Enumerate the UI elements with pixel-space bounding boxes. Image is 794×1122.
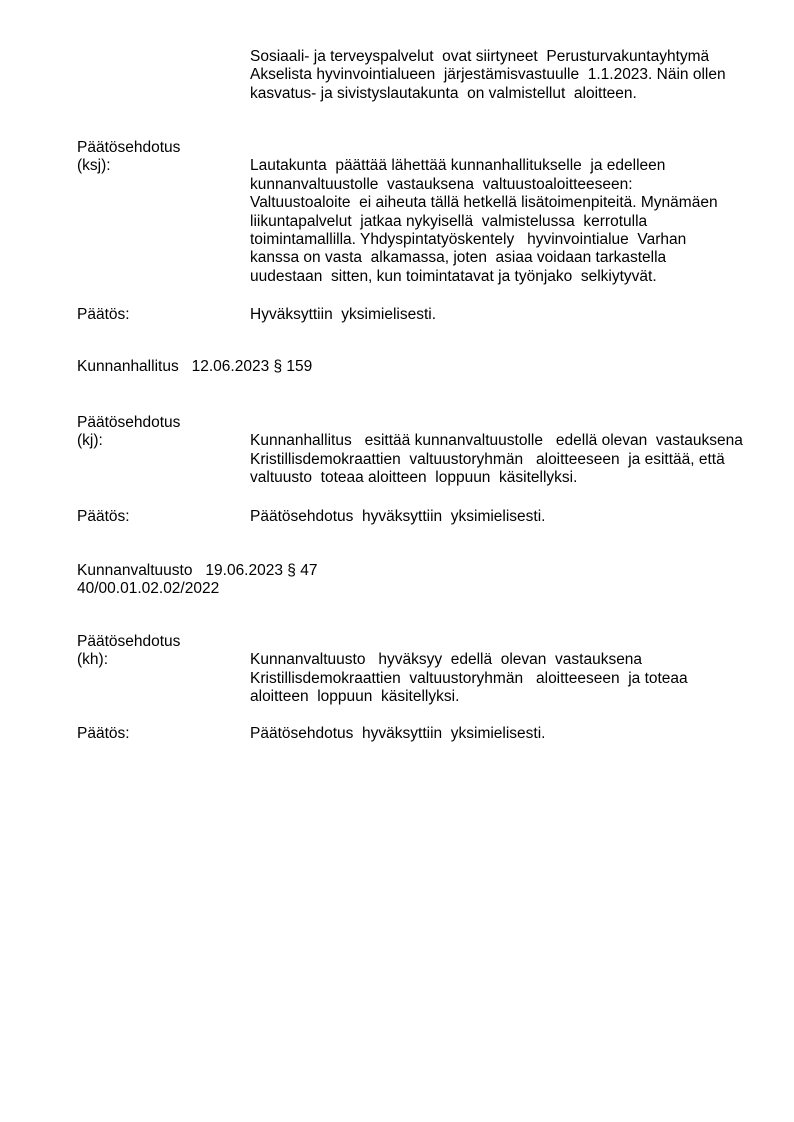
text-line: toimintamallilla. Yhdyspintatyöskentely hyvinvointialue Varhan	[250, 231, 687, 249]
decision-label-text: Päätös:	[77, 306, 130, 323]
proposal-label-kj	[77, 414, 242, 451]
proposal-label-title: Päätösehdotus	[77, 633, 181, 650]
proposal-label-title: Päätösehdotus	[77, 139, 181, 156]
decision-text	[250, 306, 760, 324]
proposal-label-kh	[77, 633, 242, 670]
text-line: kanssa on vasta alkamassa, joten asiaa voidaan tarkastella	[250, 249, 667, 267]
proposal-content-ksj	[250, 157, 760, 286]
text-line: liikuntapalvelut jatkaa nykyisellä valmistelussa kerrotulla	[250, 212, 648, 230]
decision-label	[77, 725, 242, 743]
text-line: Päätösehdotus hyväksyttiin yksimielisesti.	[250, 508, 546, 525]
proposal-label-initials: (ksj):	[77, 157, 111, 175]
text-line: Kunnanhallitus 12.06.2023 § 159	[77, 358, 313, 375]
decision-text	[250, 508, 760, 526]
decision-label	[77, 508, 242, 526]
text-line: Kunnanvaltuusto hyväksyy edellä olevan vastauksena	[250, 651, 643, 669]
text-line: Kristillisdemokraattien valtuustoryhmän aloitteeseen ja esittää, että	[250, 450, 725, 468]
text-line: valtuusto toteaa aloitteen loppuun käsitellyksi.	[250, 469, 578, 487]
proposal-label-title: Päätösehdotus	[77, 414, 181, 431]
proposal-label-ksj	[77, 139, 242, 176]
text-line: Kristillisdemokraattien valtuustoryhmän aloitteeseen ja toteaa	[250, 669, 688, 687]
decision-label-text: Päätös:	[77, 725, 130, 742]
text-line: Päätösehdotus hyväksyttiin yksimielisesti.	[250, 725, 546, 742]
text-line: Akselista hyvinvointialueen järjestämisvastuulle 1.1.2023. Näin ollen	[250, 66, 726, 84]
intro-paragraph-text	[250, 48, 760, 103]
text-line: kasvatus- ja sivistyslautakunta on valmistellut aloitteen.	[250, 84, 637, 102]
text-line: aloitteen loppuun käsitellyksi.	[250, 688, 460, 706]
decision-text	[250, 725, 760, 743]
decision-label	[77, 306, 242, 324]
proposal-content-kh	[250, 651, 760, 706]
text-line: kunnanvaltuustolle vastauksena valtuustoaloitteeseen:	[250, 175, 633, 193]
text-line: Valtuustoaloite ei aiheuta tällä hetkellä lisätoimenpiteitä. Mynämäen	[250, 194, 718, 212]
text-line: Hyväksyttiin yksimielisesti.	[250, 306, 437, 323]
text-line: Sosiaali- ja terveyspalvelut ovat siirtyneet Perusturvakuntayhtymä	[250, 48, 710, 65]
case-number: 40/00.01.02.02/2022	[77, 580, 220, 598]
text-line: Kunnanvaltuusto 19.06.2023 § 47	[77, 562, 318, 579]
meeting-heading-text	[77, 358, 677, 376]
text-line: Lautakunta päättää lähettää kunnanhallitukselle ja edelleen	[250, 157, 666, 175]
proposal-content-kj	[250, 432, 760, 487]
meeting-heading-text	[77, 562, 677, 599]
decision-label-text: Päätös:	[77, 508, 130, 525]
text-line: Kunnanhallitus esittää kunnanvaltuustolle edellä olevan vastauksena	[250, 432, 743, 450]
proposal-label-initials: (kh):	[77, 651, 108, 669]
proposal-label-initials: (kj):	[77, 432, 103, 450]
text-line: uudestaan sitten, kun toimintatavat ja työnjako selkiytyvät.	[250, 267, 657, 285]
